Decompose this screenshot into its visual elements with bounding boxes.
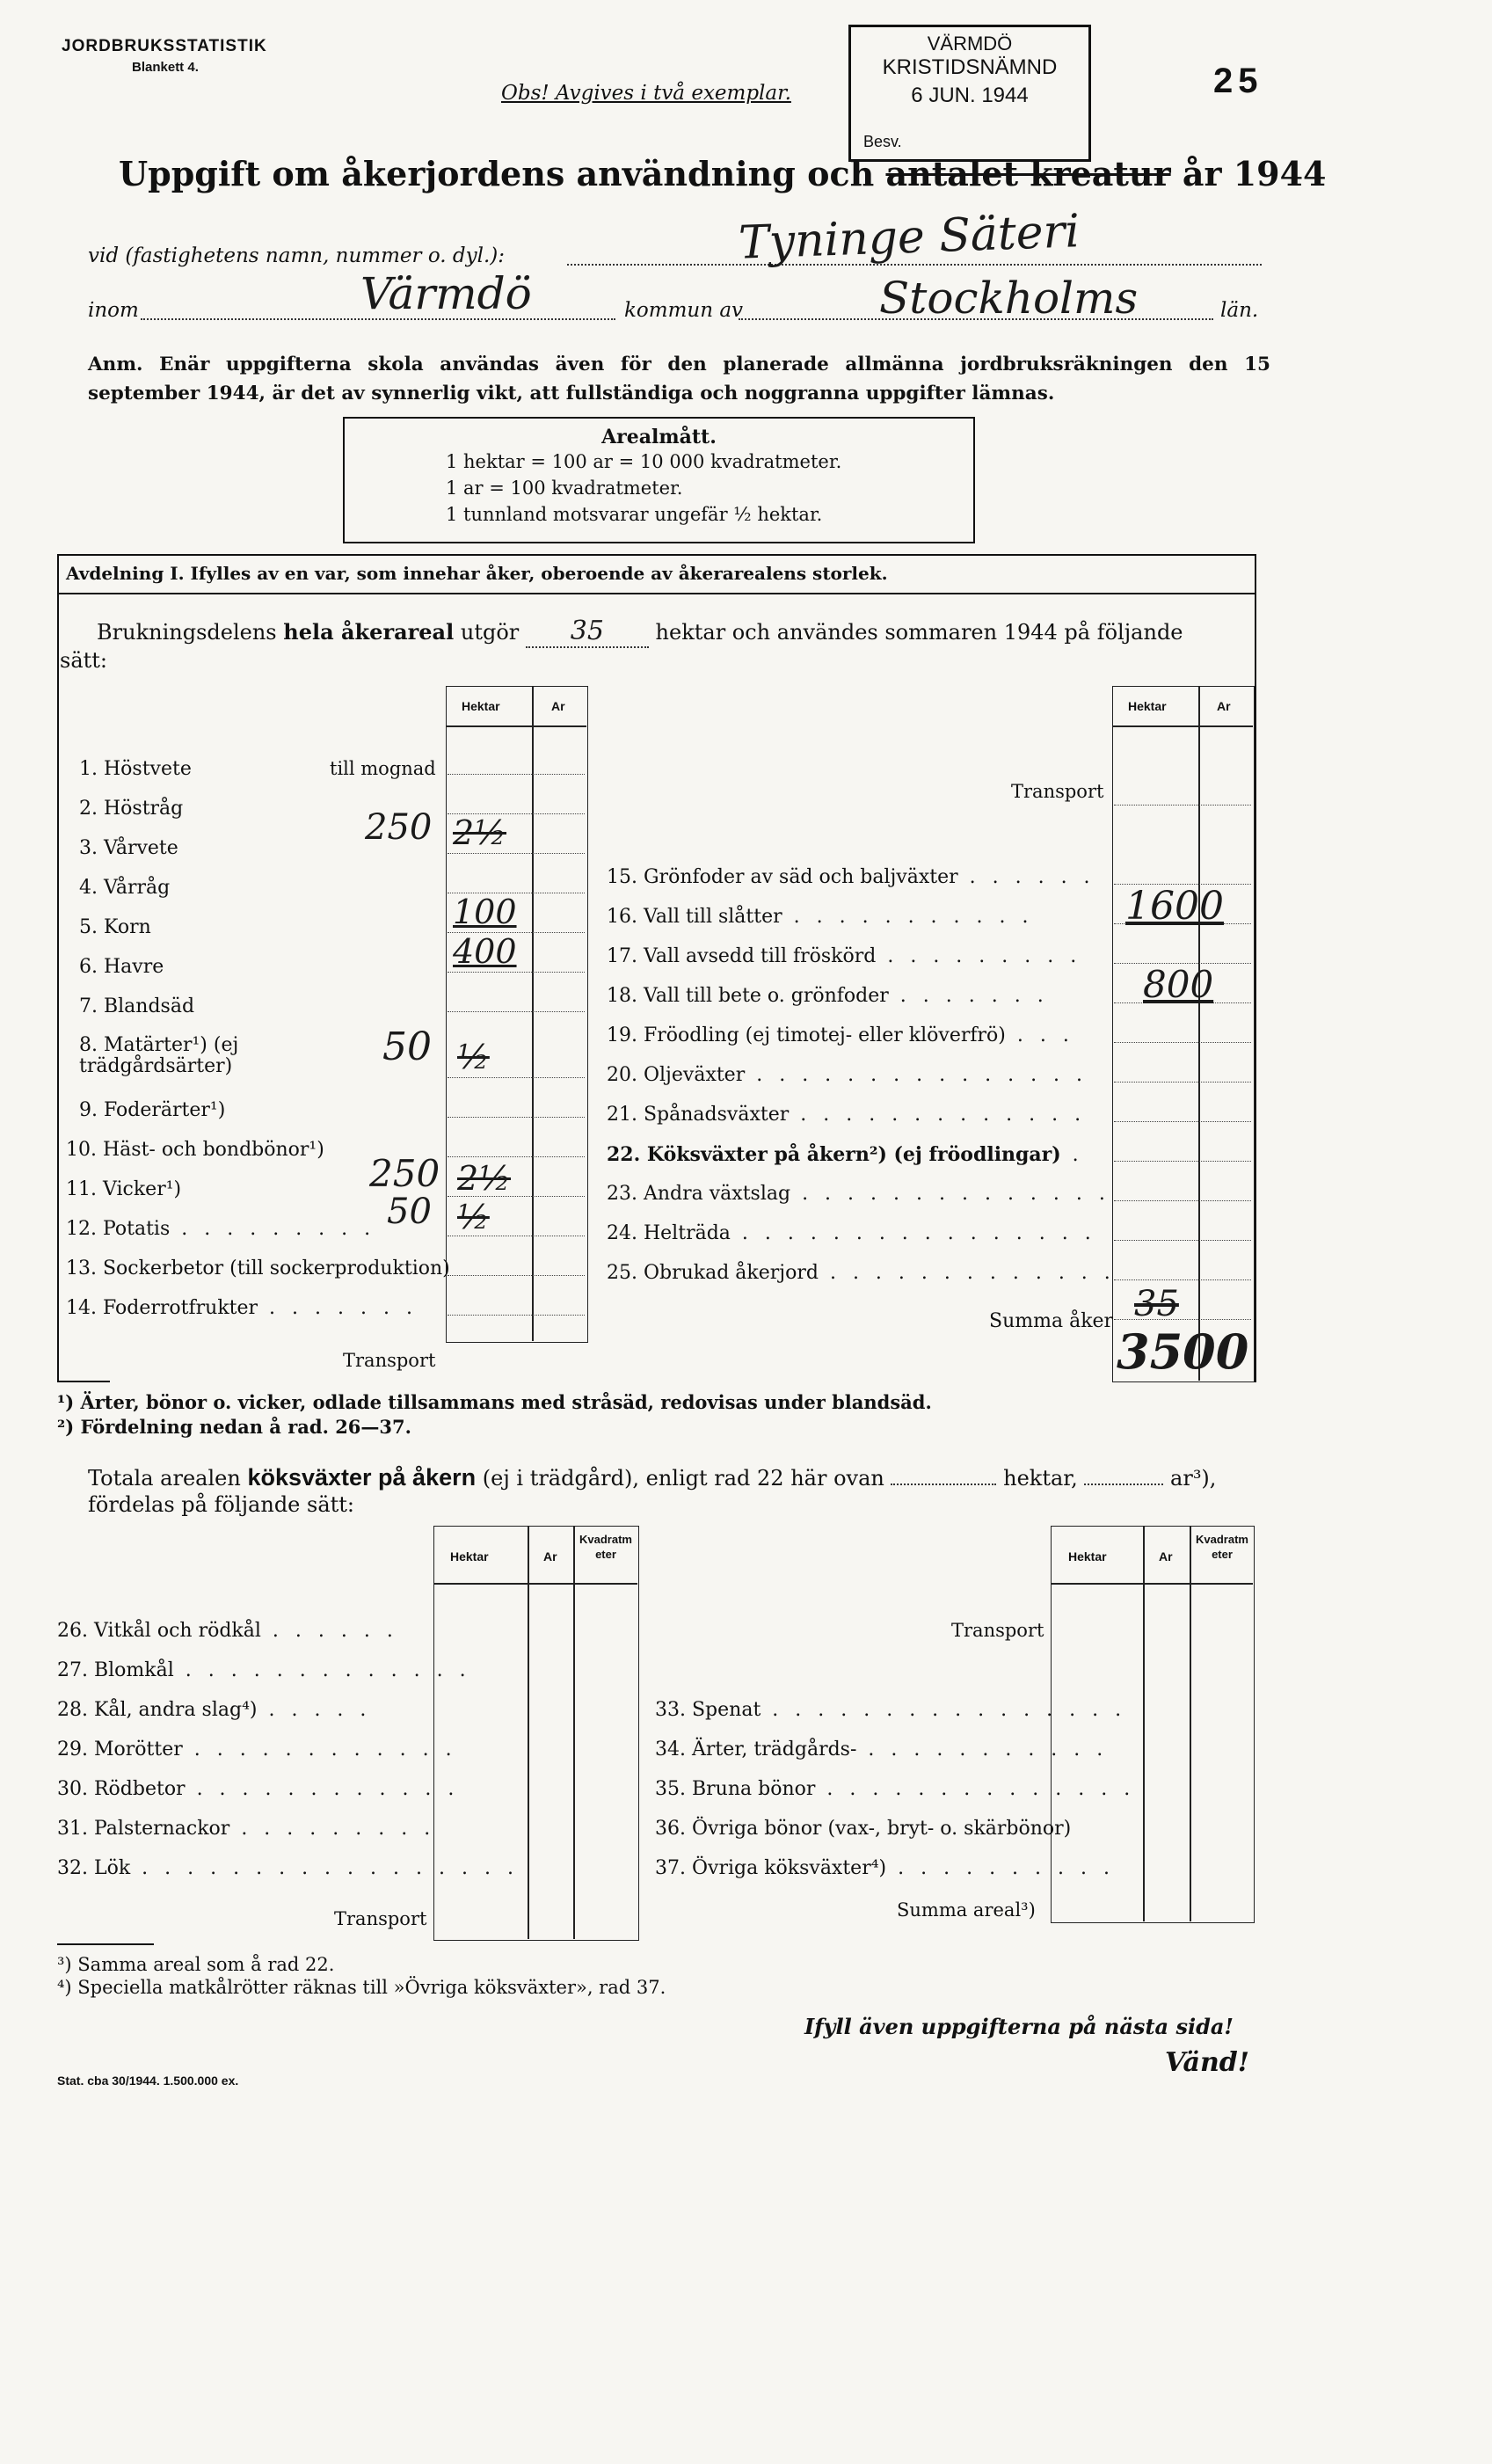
hw-hektar-row16: 1600 — [1125, 884, 1224, 929]
veg-label: 30. Rödbetor — [57, 1778, 186, 1800]
right-col-ar: Ar — [1217, 699, 1231, 713]
left-sep — [448, 1011, 585, 1012]
footnote-4: ⁴) Speciella matkålrötter räknas till »Övriga köksväxter», rad 37. — [57, 1977, 666, 1998]
veg-row-36 — [655, 1818, 1071, 1840]
s2-summa-label: Summa areal³) — [897, 1899, 1036, 1921]
notice-two-copies: Obs! Avgives i två exemplar. — [501, 82, 791, 105]
left-col-ar: Ar — [551, 699, 565, 713]
s2-right-col-kvm: Kvadratmeter — [1196, 1533, 1248, 1561]
crop-label: 10. Häst- och bondbönor¹) — [66, 1139, 324, 1161]
veg-row-26: 26. Vitkål och rödkål . . . . . . — [57, 1620, 398, 1642]
crop-label: 4. Vårråg — [79, 877, 171, 899]
crop-label: 16. Vall till slåtter — [607, 906, 782, 928]
left-col-hektar: Hektar — [462, 699, 500, 713]
crop-label: 9. Foderärter¹) — [79, 1099, 226, 1121]
veg-label: 31. Palsternackor — [57, 1818, 230, 1840]
s2-left-div1 — [528, 1526, 529, 1939]
summa-aker-value: 3500 — [1117, 1323, 1249, 1380]
title-part-a: Uppgift om åkerjordens användning och — [119, 154, 875, 193]
crop-row-14: 14. Foderrotfrukter . . . . . . . — [66, 1297, 418, 1319]
right-sep — [1114, 1161, 1251, 1162]
footnote-3: ³) Samma areal som å rad 22. — [57, 1954, 335, 1975]
footnote2-rule — [57, 1943, 154, 1945]
left-header-rule — [446, 725, 586, 727]
s2-left-div2 — [573, 1526, 575, 1939]
crop-label: 20. Oljeväxter — [607, 1064, 746, 1086]
lan-label: län. — [1220, 299, 1259, 322]
crop-row-22: 22. Köksväxter på åkern²) (ej fröodlingar) . — [607, 1143, 1084, 1166]
crop-row-23: 23. Andra växtslag . . . . . . . . . . . . . . — [607, 1183, 1110, 1205]
footnote-2: ²) Fördelning nedan å rad. 26—37. — [57, 1416, 411, 1438]
veg-label: 27. Blomkål — [57, 1659, 174, 1681]
veg-row-33: 33. Spenat . . . . . . . . . . . . . . . . — [655, 1699, 1127, 1721]
veg-label: 26. Vitkål och rödkål — [57, 1620, 261, 1642]
agency-name: JORDBRUKSSTATISTIK — [62, 37, 267, 55]
turn-over: Vänd! — [1165, 2047, 1249, 2078]
crop-label: 15. Grönfoder av säd och baljväxter — [607, 866, 958, 888]
crop-label: 22. Köksväxter på åkern²) (ej fröodlingar) — [607, 1143, 1061, 1166]
lan-value: Stockholms — [879, 273, 1139, 324]
intro-b: hela åkerareal — [283, 619, 455, 645]
crop-row-13 — [66, 1258, 450, 1279]
crop-row-21: 21. Spånadsväxter . . . . . . . . . . . . . — [607, 1104, 1087, 1126]
crop-label: 23. Andra växtslag — [607, 1183, 791, 1205]
hw-hektar-row11: 2½ — [457, 1159, 512, 1198]
section1-heading: Avdelning I. Ifylles av en var, som innehar åker, oberoende av åkerarealens storlek. — [66, 563, 888, 584]
veg-row-34: 34. Ärter, trädgårds- . . . . . . . . . . . — [655, 1739, 1109, 1761]
property-value: Tyninge Säteri — [738, 205, 1081, 270]
s2-left-header-rule — [433, 1583, 637, 1585]
left-sep — [448, 853, 585, 854]
veg-label: 33. Spenat — [655, 1699, 761, 1721]
right-sep — [1114, 1240, 1251, 1241]
veg-row-35: 35. Bruna bönor . . . . . . . . . . . . . . — [655, 1778, 1136, 1800]
crop-row-12: 12. Potatis . . . . . . . . . — [66, 1218, 376, 1240]
hw-hektar-row6: 400 — [453, 932, 517, 971]
hw-note-row8: 50 — [382, 1024, 432, 1069]
title-struck: antalet kreatur — [885, 154, 1171, 193]
crop-row-11 — [66, 1178, 181, 1200]
veg-label: 35. Bruna bönor — [655, 1778, 816, 1800]
s2-intro-f: fördelas på följande sätt: — [88, 1492, 355, 1517]
crop-label: 13. Sockerbetor (till sockerproduktion) — [66, 1258, 450, 1279]
veg-row-37: 37. Övriga köksväxter⁴) . . . . . . . . . . — [655, 1857, 1115, 1879]
veg-row-30: 30. Rödbetor . . . . . . . . . . . . — [57, 1778, 460, 1800]
crop-label: 7. Blandsäd — [79, 995, 195, 1017]
crop-row-4 — [79, 877, 170, 899]
kommun-label: kommun av — [624, 299, 744, 322]
crop-label: 24. Helträda — [607, 1222, 731, 1244]
fill-next-page: Ifyll även uppgifterna på nästa sida! — [804, 2014, 1234, 2039]
hw-hektar-row5: 100 — [453, 893, 517, 931]
crop-label: 17. Vall avsedd till fröskörd — [607, 945, 877, 967]
crop-row-16: 16. Vall till slåtter . . . . . . . . . . . — [607, 906, 1034, 928]
property-label: vid (fastighetens namn, nummer o. dyl.): — [88, 244, 506, 267]
kommun-value: Värmdö — [360, 268, 532, 319]
intro-value: 35 — [570, 616, 604, 646]
veg-row-28: 28. Kål, andra slag⁴) . . . . . — [57, 1699, 372, 1721]
hw-note-row3: 250 — [365, 807, 433, 848]
crop-label: 8. Matärter¹) (ej trädgårdsärter) — [79, 1034, 239, 1077]
s2-left-col-ar: Ar — [543, 1549, 557, 1564]
s2-right-header-rule — [1051, 1583, 1253, 1585]
crop-label: 18. Vall till bete o. grönfoder — [607, 985, 889, 1007]
intro-a: Brukningsdelens — [97, 620, 277, 645]
intro-c: utgör — [460, 620, 520, 645]
veg-label: 28. Kål, andra slag⁴) — [57, 1699, 258, 1721]
summa-struck: 35 — [1134, 1284, 1179, 1324]
right-transport-label: Transport — [1011, 781, 1104, 802]
stamp-line2: KRISTIDSNÄMND — [882, 55, 1058, 79]
veg-label: 36. Övriga bönor (vax-, bryt- o. skärbönor) — [655, 1818, 1072, 1840]
hw-hektar-row18: 800 — [1143, 963, 1214, 1006]
s2-left-col-hektar: Hektar — [450, 1549, 489, 1564]
stamp-date: 6 JUN. 1944 — [911, 84, 1029, 107]
hw-hektar-row12: ½ — [457, 1198, 490, 1236]
left-sep — [448, 1077, 585, 1078]
crop-label: 21. Spånadsväxter — [607, 1104, 790, 1126]
s2-left-col-kvm: Kvadratmeter — [579, 1533, 632, 1561]
right-table-frame — [1112, 686, 1255, 1382]
crop-label: 25. Obrukad åkerjord — [607, 1262, 819, 1284]
s2-right-div1 — [1143, 1526, 1145, 1921]
s2-left-transport: Transport — [334, 1908, 427, 1929]
right-sep — [1114, 1082, 1251, 1083]
right-sep — [1114, 1042, 1251, 1043]
section2-intro — [88, 1464, 1216, 1491]
page-number: 25 — [1213, 62, 1263, 100]
crop-row-17: 17. Vall avsedd till fröskörd . . . . . . . . . — [607, 945, 1082, 967]
crop-row-19: 19. Fröodling (ej timotej- eller klöverfrö) . . . — [607, 1024, 1074, 1046]
crop-label: 14. Foderrotfrukter — [66, 1297, 258, 1319]
left-sep — [448, 1275, 585, 1276]
crop-label: 12. Potatis — [66, 1218, 171, 1240]
crop-row-10 — [66, 1139, 324, 1161]
left-sep — [448, 1315, 585, 1316]
till-mognad: till mognad — [330, 758, 436, 779]
veg-label: 29. Morötter — [57, 1739, 183, 1761]
stamp-besv: Besv. — [863, 133, 902, 150]
crop-label: 3. Vårvete — [79, 837, 178, 859]
veg-label: 37. Övriga köksväxter⁴) — [655, 1857, 887, 1879]
crop-row-25: 25. Obrukad åkerjord . . . . . . . . . . . . . — [607, 1262, 1116, 1284]
s2-right-transport: Transport — [951, 1620, 1044, 1641]
hw-hektar-row3: 2½ — [453, 813, 507, 852]
crop-row-18: 18. Vall till bete o. grönfoder . . . . . . . — [607, 985, 1049, 1007]
hw-note-row11: 250 — [369, 1152, 440, 1195]
print-info: Stat. cba 30/1944. 1.500.000 ex. — [57, 2074, 239, 2088]
veg-row-32: 32. Lök . . . . . . . . . . . . . . . . . — [57, 1857, 519, 1879]
crop-row-8 — [79, 1035, 308, 1077]
left-sep — [448, 1117, 585, 1118]
crop-row-5 — [79, 916, 151, 938]
note: Anm. Enär uppgifterna skola användas även för den planerade allmänna jordbruksräkningen den 15 september 1944, är det av synnerlig vikt, att fullständiga och noggranna uppgifter lämnas. — [88, 354, 1270, 405]
right-col-divider — [1198, 686, 1200, 1381]
s2-intro-b: köksväxter på åkern — [247, 1464, 477, 1491]
footnote-rule — [57, 1381, 110, 1382]
veg-row-29: 29. Morötter . . . . . . . . . . . . — [57, 1739, 457, 1761]
right-sep — [1114, 1121, 1251, 1122]
crop-label: 11. Vicker¹) — [66, 1178, 182, 1200]
left-table-frame — [446, 686, 588, 1343]
footnote-1: ¹) Ärter, bönor o. vicker, odlade tillsammans med stråsäd, redovisas under blandsäd. — [57, 1391, 932, 1413]
section1-heading-rule — [57, 593, 1255, 594]
received-stamp — [848, 25, 1091, 162]
right-header-rule — [1112, 725, 1253, 727]
form-title — [119, 154, 1327, 193]
hw-note-row12: 50 — [387, 1192, 432, 1232]
s2-right-col-hektar: Hektar — [1068, 1549, 1107, 1564]
inom-label: inom — [88, 299, 139, 322]
left-sep — [448, 774, 585, 775]
left-col-divider — [532, 686, 534, 1341]
crop-row-6 — [79, 956, 164, 978]
right-sep — [1114, 1200, 1251, 1201]
intro-e: sätt: — [60, 648, 107, 673]
left-sep — [448, 1156, 585, 1157]
hw-hektar-row8: ½ — [457, 1038, 490, 1076]
crop-label: 5. Korn — [79, 916, 151, 938]
crop-row-20: 20. Oljeväxter . . . . . . . . . . . . . . . — [607, 1064, 1088, 1086]
crop-row-7 — [79, 995, 194, 1017]
crop-row-3 — [79, 837, 178, 859]
s2-intro-c: (ej i trädgård), enligt rad 22 här ovan — [482, 1466, 884, 1491]
form-number: Blankett 4. — [132, 60, 199, 75]
summa-aker-label: Summa åker — [989, 1310, 1114, 1332]
s2-intro-a: Totala arealen — [88, 1466, 241, 1491]
areal-title: Arealmått. — [601, 426, 717, 448]
crop-row-9 — [79, 1099, 225, 1121]
title-part-b: år 1944 — [1182, 154, 1327, 193]
intro-d: hektar och användes sommaren 1944 på följande — [655, 620, 1183, 645]
stamp-line1: VÄRMDÖ — [927, 33, 1013, 55]
crop-label: 1. Höstvete — [79, 758, 192, 780]
crop-row-1 — [79, 758, 192, 780]
property-line — [567, 264, 1262, 266]
right-sep — [1114, 1279, 1251, 1280]
s2-intro-e: ar³), — [1170, 1466, 1217, 1491]
crop-row-15: 15. Grönfoder av säd och baljväxter . . . . . . — [607, 866, 1095, 888]
intro-value-field — [526, 616, 649, 648]
crop-label: 6. Havre — [79, 956, 164, 978]
veg-row-31: 31. Palsternackor . . . . . . . . . — [57, 1818, 436, 1840]
s2-ar-field — [1084, 1484, 1163, 1485]
crop-label: 2. Höstråg — [79, 798, 184, 820]
areal-line3: 1 tunnland motsvarar ungefär ½ hektar. — [446, 504, 823, 525]
section1-intro — [97, 616, 1183, 648]
veg-label: 32. Lök — [57, 1857, 131, 1879]
right-sep — [1114, 805, 1251, 806]
crop-row-24: 24. Helträda . . . . . . . . . . . . . . . . — [607, 1222, 1096, 1244]
s2-right-div2 — [1190, 1526, 1191, 1921]
right-col-hektar: Hektar — [1128, 699, 1167, 713]
s2-hektar-field — [891, 1484, 996, 1485]
veg-label: 34. Ärter, trädgårds- — [655, 1739, 857, 1761]
s2-intro-d: hektar, — [1003, 1466, 1078, 1491]
areal-box — [343, 417, 975, 543]
crop-row-2 — [79, 798, 183, 820]
areal-line1: 1 hektar = 100 ar = 10 000 kvadratmeter. — [446, 451, 842, 472]
areal-line2: 1 ar = 100 kvadratmeter. — [446, 477, 683, 499]
left-sep — [448, 972, 585, 973]
crop-label: 19. Fröodling (ej timotej- eller klöverfrö) — [607, 1024, 1006, 1046]
s2-right-col-ar: Ar — [1159, 1549, 1173, 1564]
veg-row-27: 27. Blomkål . . . . . . . . . . . . . — [57, 1659, 471, 1681]
left-transport-label: Transport — [343, 1350, 436, 1371]
